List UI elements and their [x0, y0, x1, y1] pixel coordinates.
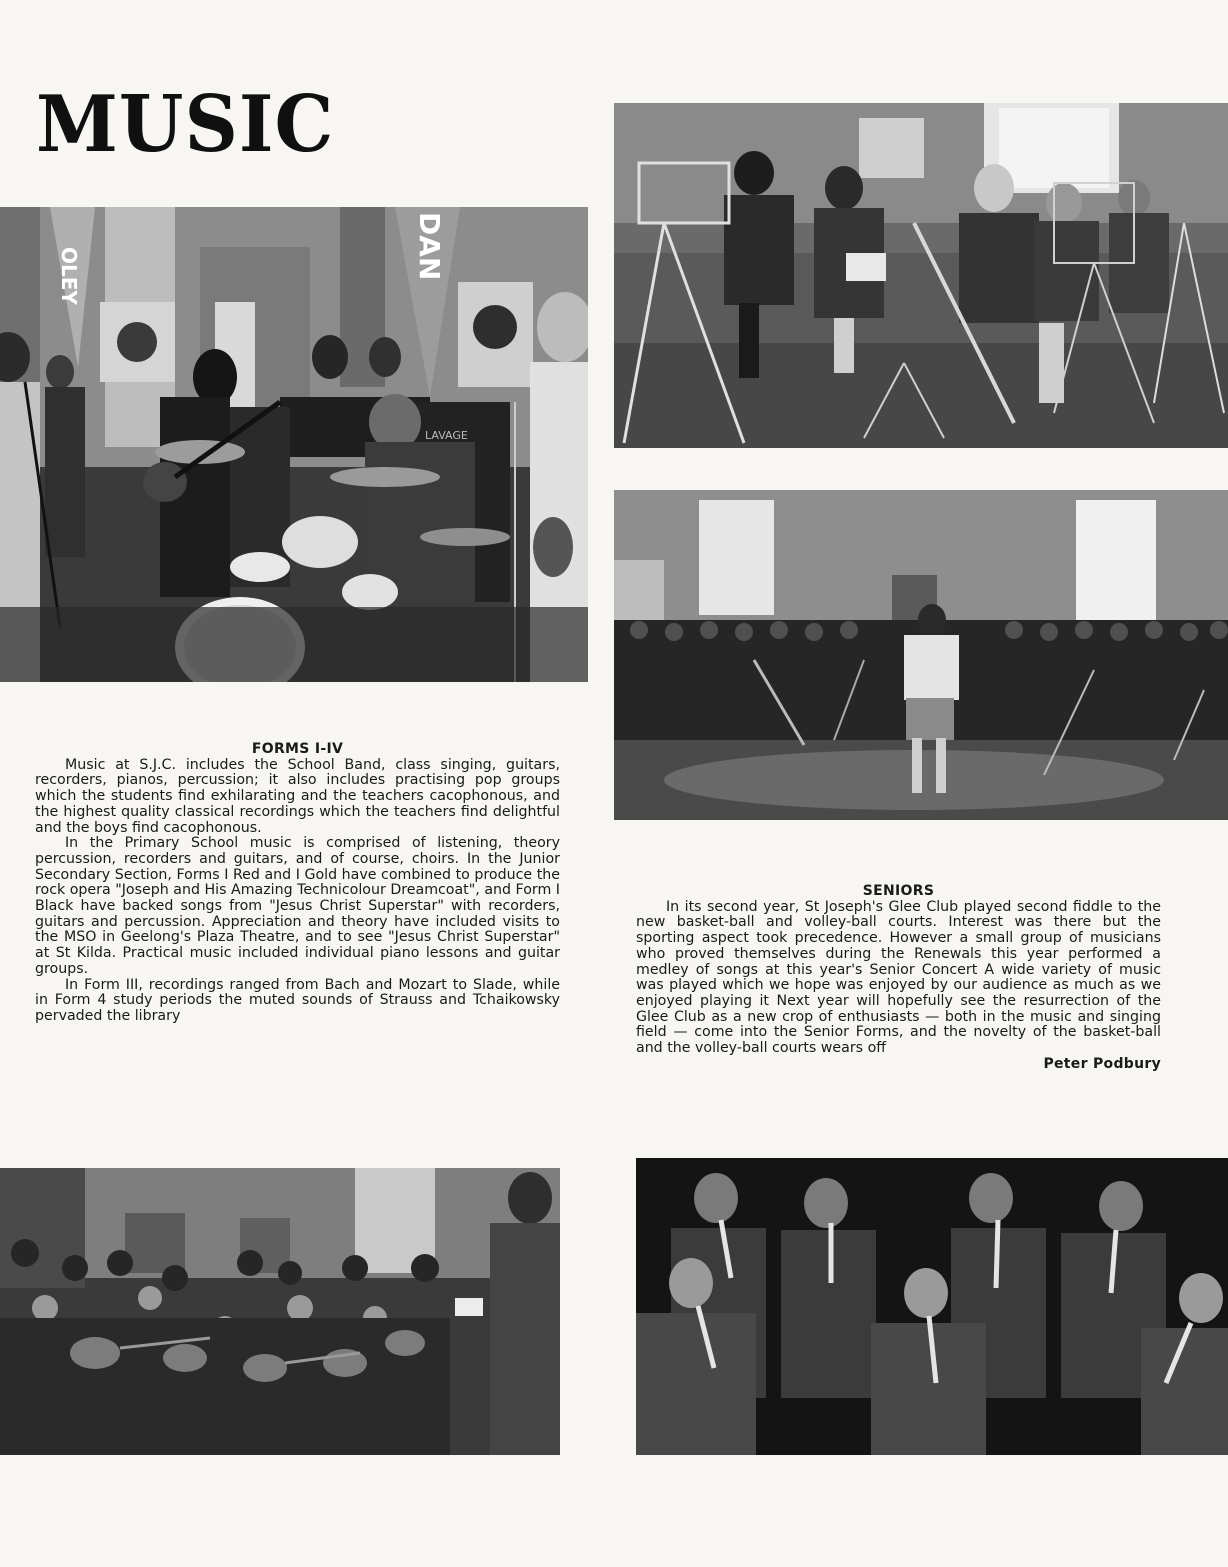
banner-text-right: DAN: [413, 212, 446, 281]
forms-paragraph: In Form III, recordings ranged from Bach and Mozart to Slade, while in Form 4 study periods the muted sounds of Strauss and Tchaikowsky pervaded the library: [35, 976, 560, 1024]
band-photo: [0, 207, 588, 682]
forms-article: [35, 742, 560, 1025]
amp-label: LAVAGE: [425, 429, 468, 442]
article-author: Peter Podbury: [1043, 1055, 1161, 1072]
page-title: MUSIC: [36, 79, 335, 170]
forms-heading: FORMS I-IV: [251, 741, 344, 757]
forms-paragraph: Music at S.J.C. includes the School Band, class singing, guitars, recorders, pianos, percussion; it also includes practising pop groups which the students find exhilarating and the teachers cacophonous, and the highest quality classical recordings which the teachers find delightful and the boys find cacophonous.: [35, 756, 560, 836]
recorder-players-photo: [636, 1158, 1228, 1455]
forms-paragraph: In the Primary School music is comprised of listening, theory percussion, recorders and guitars, and of course, choirs. In the Junior Secondary Section, Forms I Red and I Gold have combined to produce the rock opera "Joseph and His Amazing Technicolour Dreamcoat", and Form I Black have backed songs from "Jesus Christ Superstar" with recorders, guitars and percussion. Appreciation and theory have included visits to the MSO in Geelong's Plaza Theatre, and to see "Jesus Christ Superstar" at St Kilda. Practical music included individual piano lessons and guitar groups.: [35, 835, 560, 977]
seniors-heading: SENIORS: [862, 883, 935, 899]
banner-text-left: OLEY: [57, 247, 81, 305]
guitar-class-photo: [0, 1168, 560, 1455]
seniors-paragraph: In its second year, St Joseph's Glee Club played second fiddle to the new basket-ball and volley-ball courts. Interest was there but the sporting aspect took precedence. However a small group of musicians who proved themselves during the Renewals this year performed a medley of songs at this year's Senior Concert A wide variety of music was played which we hope was enjoyed by our audience as much as we enjoyed playing it Next year will hopefully see the resurrection of the Glee Club as a new crop of enthusiasts — both in the music and singing field — come into the Senior Forms, and the novelty of the basket-ball and the volley-ball courts wears off: [636, 898, 1161, 1057]
orchestra-rehearsal-photo: [614, 103, 1228, 448]
seniors-article: [636, 884, 1161, 1072]
conductor-photo: [614, 490, 1228, 820]
